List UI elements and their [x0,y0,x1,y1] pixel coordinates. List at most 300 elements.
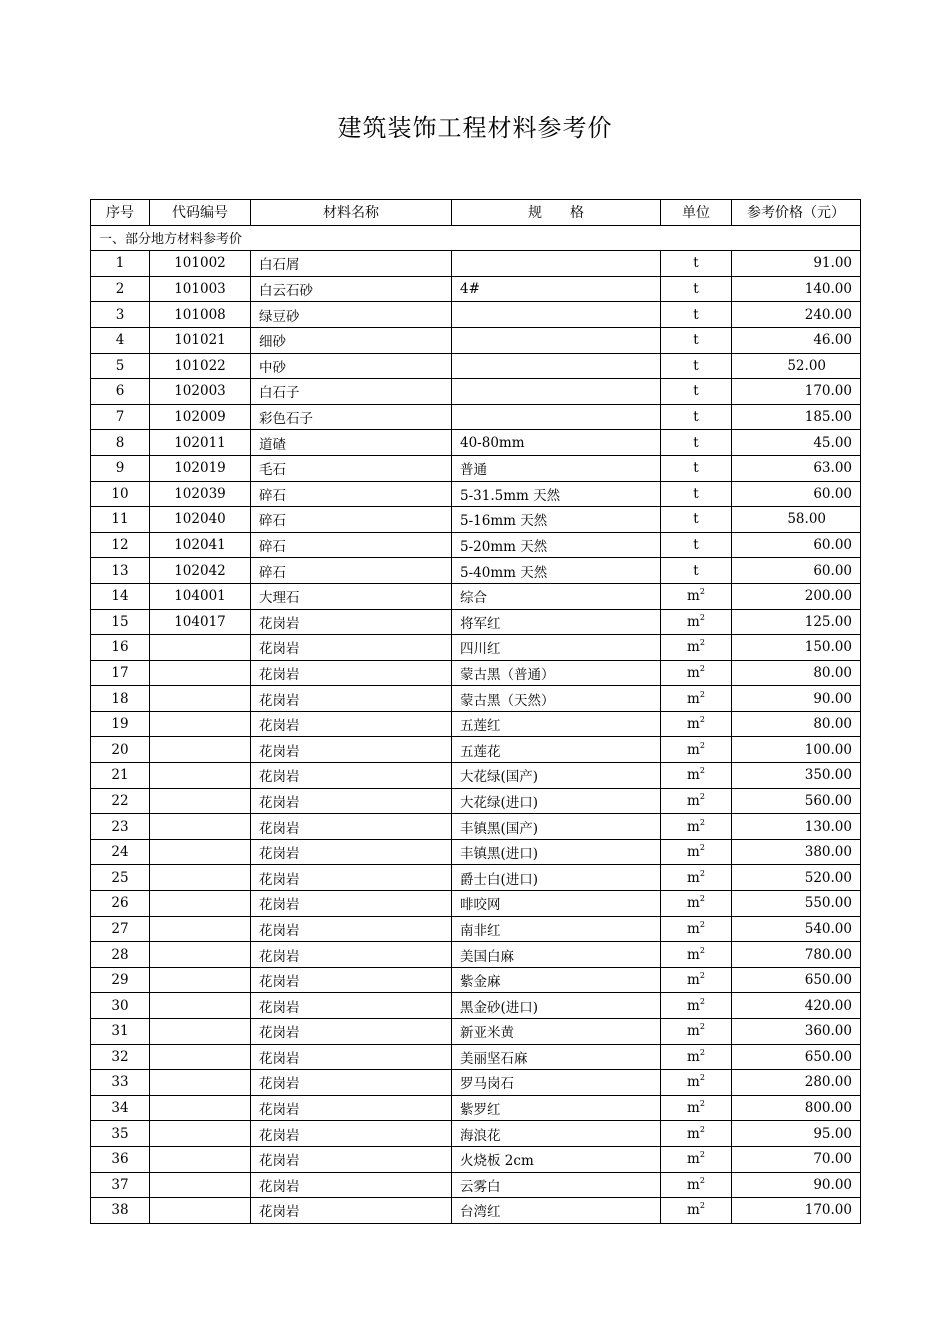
cell-material-name: 白云石砂 [251,276,452,302]
unit-base: m [687,741,700,758]
unit-base: m [687,716,700,733]
cell-unit [661,430,732,456]
cell-specification: 蒙古黑（普通） [452,660,661,686]
cell-code: 101008 [150,302,251,328]
unit-exponent: 2 [699,1124,705,1134]
unit-base: m [687,1074,700,1091]
cell-code: 104017 [150,609,251,635]
cell-serial-no: 9 [91,455,150,481]
table-row [91,558,861,584]
cell-code [150,1044,251,1070]
unit-exponent: 2 [699,868,705,878]
price-table [90,199,861,1224]
cell-code: 101022 [150,353,251,379]
cell-material-name: 花岗岩 [251,1019,452,1045]
cell-material-name: 花岗岩 [251,711,452,737]
cell-code: 104001 [150,583,251,609]
cell-specification: 海浪花 [452,1121,661,1147]
cell-unit [661,1121,732,1147]
unit-base: m [687,767,700,784]
cell-specification: 将军红 [452,609,661,635]
cell-serial-no: 20 [91,737,150,763]
unit-exponent: 2 [699,1073,705,1083]
cell-specification: 云雾白 [452,1172,661,1198]
cell-material-name: 白石屑 [251,251,452,277]
cell-serial-no: 36 [91,1146,150,1172]
unit-exponent: 2 [699,817,705,827]
unit-exponent: 2 [699,1047,705,1057]
cell-material-name: 花岗岩 [251,865,452,891]
unit-base: t [693,485,699,502]
cell-serial-no: 17 [91,660,150,686]
cell-code [150,942,251,968]
cell-code [150,814,251,840]
cell-reference-price: 650.00 [732,967,861,993]
cell-material-name: 花岗岩 [251,1044,452,1070]
cell-serial-no: 13 [91,558,150,584]
cell-code [150,1198,251,1224]
unit-exponent: 2 [699,971,705,981]
unit-base: t [693,332,699,349]
cell-reference-price: 185.00 [732,404,861,430]
cell-code: 101002 [150,251,251,277]
cell-serial-no: 32 [91,1044,150,1070]
cell-serial-no: 38 [91,1198,150,1224]
unit-exponent: 2 [699,715,705,725]
unit-exponent: 2 [699,689,705,699]
cell-specification: 丰镇黑(进口) [452,839,661,865]
cell-code [150,1095,251,1121]
unit-base: m [687,1176,700,1193]
cell-reference-price: 60.00 [732,558,861,584]
table-row [91,1044,861,1070]
cell-reference-price: 650.00 [732,1044,861,1070]
unit-base: t [693,383,699,400]
cell-code [150,788,251,814]
cell-code: 102003 [150,379,251,405]
cell-specification: 丰镇黑(国产) [452,814,661,840]
unit-exponent: 2 [699,612,705,622]
cell-unit [661,839,732,865]
cell-material-name: 花岗岩 [251,660,452,686]
cell-specification: 爵士白(进口) [452,865,661,891]
cell-serial-no: 3 [91,302,150,328]
cell-serial-no: 27 [91,916,150,942]
cell-material-name: 花岗岩 [251,686,452,712]
cell-code [150,865,251,891]
section-title: 一、部分地方材料参考价 [91,225,861,251]
unit-exponent: 2 [699,766,705,776]
cell-reference-price: 520.00 [732,865,861,891]
cell-unit [661,276,732,302]
cell-specification [452,379,661,405]
header-code: 代码编号 [150,200,251,226]
table-row [91,711,861,737]
table-row [91,481,861,507]
cell-specification: 普通 [452,455,661,481]
cell-code: 102041 [150,532,251,558]
cell-unit [661,660,732,686]
table-row [91,891,861,917]
unit-base: m [687,946,700,963]
cell-material-name: 大理石 [251,583,452,609]
table-row [91,507,861,533]
cell-code [150,686,251,712]
cell-serial-no: 1 [91,251,150,277]
cell-serial-no: 30 [91,993,150,1019]
table-row [91,660,861,686]
cell-reference-price: 800.00 [732,1095,861,1121]
cell-specification: 五莲红 [452,711,661,737]
cell-serial-no: 35 [91,1121,150,1147]
table-row [91,609,861,635]
cell-material-name: 彩色石子 [251,404,452,430]
cell-unit [661,1172,732,1198]
cell-material-name: 花岗岩 [251,737,452,763]
header-reference-price: 参考价格（元） [732,200,861,226]
cell-reference-price: 90.00 [732,1172,861,1198]
table-row [91,1019,861,1045]
unit-base: t [693,537,699,554]
unit-exponent: 2 [699,843,705,853]
table-row [91,967,861,993]
cell-material-name: 道碴 [251,430,452,456]
cell-material-name: 花岗岩 [251,891,452,917]
cell-code: 102039 [150,481,251,507]
cell-specification [452,404,661,430]
cell-material-name: 花岗岩 [251,609,452,635]
cell-material-name: 花岗岩 [251,1070,452,1096]
cell-unit [661,942,732,968]
table-row [91,1146,861,1172]
cell-unit [661,379,732,405]
page-title: 建筑装饰工程材料参考价 [337,114,613,142]
table-row [91,1095,861,1121]
cell-reference-price: 170.00 [732,379,861,405]
cell-specification: 大花绿(进口) [452,788,661,814]
cell-serial-no: 19 [91,711,150,737]
cell-reference-price: 100.00 [732,737,861,763]
cell-serial-no: 15 [91,609,150,635]
header-unit: 单位 [661,200,732,226]
cell-unit [661,993,732,1019]
cell-specification: 台湾红 [452,1198,661,1224]
cell-serial-no: 31 [91,1019,150,1045]
cell-serial-no: 11 [91,507,150,533]
unit-base: t [693,357,699,374]
cell-unit [661,609,732,635]
cell-unit [661,1070,732,1096]
header-specification: 规 格 [452,200,661,226]
cell-unit [661,455,732,481]
cell-code [150,1172,251,1198]
table-row [91,430,861,456]
table-row [91,583,861,609]
unit-base: t [693,562,699,579]
cell-unit [661,1095,732,1121]
cell-specification: 啡咬网 [452,891,661,917]
cell-serial-no: 16 [91,635,150,661]
cell-unit [661,558,732,584]
table-row [91,1172,861,1198]
unit-base: t [693,281,699,298]
cell-material-name: 白石子 [251,379,452,405]
cell-specification: 紫罗红 [452,1095,661,1121]
cell-code: 101021 [150,327,251,353]
cell-code [150,839,251,865]
cell-code: 102009 [150,404,251,430]
cell-reference-price: 380.00 [732,839,861,865]
cell-unit [661,302,732,328]
cell-material-name: 碎石 [251,558,452,584]
cell-code [150,916,251,942]
unit-exponent: 2 [699,945,705,955]
cell-reference-price: 560.00 [732,788,861,814]
cell-serial-no: 10 [91,481,150,507]
cell-material-name: 花岗岩 [251,1146,452,1172]
cell-specification: 美国白麻 [452,942,661,968]
unit-exponent: 2 [699,663,705,673]
cell-specification: 5-16mm 天然 [452,507,661,533]
cell-serial-no: 33 [91,1070,150,1096]
cell-unit [661,1146,732,1172]
cell-serial-no: 8 [91,430,150,456]
cell-specification: 南非红 [452,916,661,942]
cell-specification: 5-31.5mm 天然 [452,481,661,507]
cell-reference-price: 46.00 [732,327,861,353]
cell-code [150,737,251,763]
cell-reference-price: 360.00 [732,1019,861,1045]
cell-reference-price: 130.00 [732,814,861,840]
cell-serial-no: 26 [91,891,150,917]
cell-unit [661,788,732,814]
cell-unit [661,865,732,891]
cell-serial-no: 5 [91,353,150,379]
cell-serial-no: 23 [91,814,150,840]
cell-material-name: 碎石 [251,481,452,507]
cell-code [150,891,251,917]
table-row [91,942,861,968]
cell-reference-price: 70.00 [732,1146,861,1172]
cell-unit [661,1019,732,1045]
cell-code [150,1070,251,1096]
unit-exponent: 2 [699,791,705,801]
cell-serial-no: 24 [91,839,150,865]
cell-serial-no: 29 [91,967,150,993]
table-row [91,532,861,558]
cell-material-name: 花岗岩 [251,635,452,661]
cell-reference-price: 350.00 [732,763,861,789]
cell-specification: 美丽坚石麻 [452,1044,661,1070]
cell-serial-no: 22 [91,788,150,814]
cell-serial-no: 28 [91,942,150,968]
cell-code: 102011 [150,430,251,456]
cell-unit [661,1044,732,1070]
unit-base: m [687,818,700,835]
cell-reference-price: 80.00 [732,660,861,686]
unit-base: t [693,255,699,272]
cell-unit [661,967,732,993]
cell-serial-no: 12 [91,532,150,558]
cell-reference-price: 780.00 [732,942,861,968]
unit-exponent: 2 [699,1175,705,1185]
cell-material-name: 中砂 [251,353,452,379]
cell-serial-no: 37 [91,1172,150,1198]
cell-code [150,763,251,789]
cell-reference-price: 60.00 [732,532,861,558]
unit-base: m [687,588,700,605]
cell-reference-price: 95.00 [732,1121,861,1147]
cell-material-name: 碎石 [251,532,452,558]
unit-base: t [693,306,699,323]
table-row [91,635,861,661]
cell-specification: 5-40mm 天然 [452,558,661,584]
cell-material-name: 花岗岩 [251,1095,452,1121]
unit-base: t [693,511,699,528]
cell-code [150,967,251,993]
cell-specification: 四川红 [452,635,661,661]
unit-exponent: 2 [699,1099,705,1109]
cell-material-name: 花岗岩 [251,993,452,1019]
cell-specification: 紫金麻 [452,967,661,993]
cell-serial-no: 14 [91,583,150,609]
table-row [91,251,861,277]
unit-base: t [693,409,699,426]
unit-base: m [687,639,700,656]
table-header-row [91,200,861,226]
cell-unit [661,711,732,737]
table-row [91,455,861,481]
cell-unit [661,532,732,558]
cell-serial-no: 6 [91,379,150,405]
cell-unit [661,1198,732,1224]
unit-base: m [687,844,700,861]
cell-reference-price: 140.00 [732,276,861,302]
cell-code: 102019 [150,455,251,481]
table-row [91,993,861,1019]
unit-exponent: 2 [699,894,705,904]
cell-reference-price: 170.00 [732,1198,861,1224]
unit-base: m [687,997,700,1014]
cell-unit [661,404,732,430]
cell-code [150,1146,251,1172]
unit-base: t [693,434,699,451]
cell-material-name: 细砂 [251,327,452,353]
cell-code: 102042 [150,558,251,584]
cell-specification [452,327,661,353]
table-row [91,839,861,865]
table-body [91,225,861,1223]
cell-reference-price: 540.00 [732,916,861,942]
cell-specification [452,302,661,328]
table-row [91,353,861,379]
section-row [91,225,861,251]
table-row [91,1198,861,1224]
table-row [91,379,861,405]
unit-base: m [687,895,700,912]
cell-material-name: 花岗岩 [251,839,452,865]
table-row [91,865,861,891]
cell-unit [661,635,732,661]
cell-unit [661,251,732,277]
cell-unit [661,583,732,609]
cell-material-name: 花岗岩 [251,1121,452,1147]
cell-reference-price: 91.00 [732,251,861,277]
cell-code: 102040 [150,507,251,533]
cell-code [150,993,251,1019]
cell-specification: 火烧板 2cm [452,1146,661,1172]
unit-exponent: 2 [699,638,705,648]
unit-base: m [687,664,700,681]
cell-reference-price: 240.00 [732,302,861,328]
unit-base: m [687,1048,700,1065]
cell-specification: 蒙古黑（天然） [452,686,661,712]
cell-specification: 大花绿(国产) [452,763,661,789]
cell-material-name: 花岗岩 [251,967,452,993]
unit-base: m [687,972,700,989]
cell-code [150,1121,251,1147]
cell-unit [661,481,732,507]
unit-exponent: 2 [699,1201,705,1211]
cell-code [150,711,251,737]
unit-exponent: 2 [699,587,705,597]
table-row [91,1121,861,1147]
cell-unit [661,737,732,763]
unit-base: m [687,1125,700,1142]
unit-base: m [687,690,700,707]
table-row [91,302,861,328]
cell-reference-price: 45.00 [732,430,861,456]
cell-specification [452,353,661,379]
table-row [91,404,861,430]
cell-reference-price: 90.00 [732,686,861,712]
unit-base: m [687,1023,700,1040]
cell-material-name: 花岗岩 [251,814,452,840]
cell-reference-price: 125.00 [732,609,861,635]
cell-material-name: 碎石 [251,507,452,533]
cell-specification: 五莲花 [452,737,661,763]
unit-exponent: 2 [699,740,705,750]
unit-base: m [687,613,700,630]
cell-serial-no: 34 [91,1095,150,1121]
cell-unit [661,353,732,379]
cell-unit [661,814,732,840]
unit-base: m [687,792,700,809]
unit-base: m [687,920,700,937]
cell-material-name: 花岗岩 [251,1172,452,1198]
unit-exponent: 2 [699,996,705,1006]
cell-serial-no: 18 [91,686,150,712]
cell-specification: 5-20mm 天然 [452,532,661,558]
table-row [91,327,861,353]
unit-base: m [687,1151,700,1168]
table-row [91,916,861,942]
header-material-name: 材料名称 [251,200,452,226]
unit-base: t [693,460,699,477]
cell-reference-price: 52.00 [732,353,861,379]
cell-serial-no: 7 [91,404,150,430]
cell-specification [452,251,661,277]
cell-material-name: 花岗岩 [251,1198,452,1224]
cell-material-name: 毛石 [251,455,452,481]
cell-serial-no: 25 [91,865,150,891]
header-serial-no: 序号 [91,200,150,226]
table-row [91,737,861,763]
cell-unit [661,507,732,533]
unit-exponent: 2 [699,919,705,929]
cell-code: 101003 [150,276,251,302]
cell-specification: 4# [452,276,661,302]
